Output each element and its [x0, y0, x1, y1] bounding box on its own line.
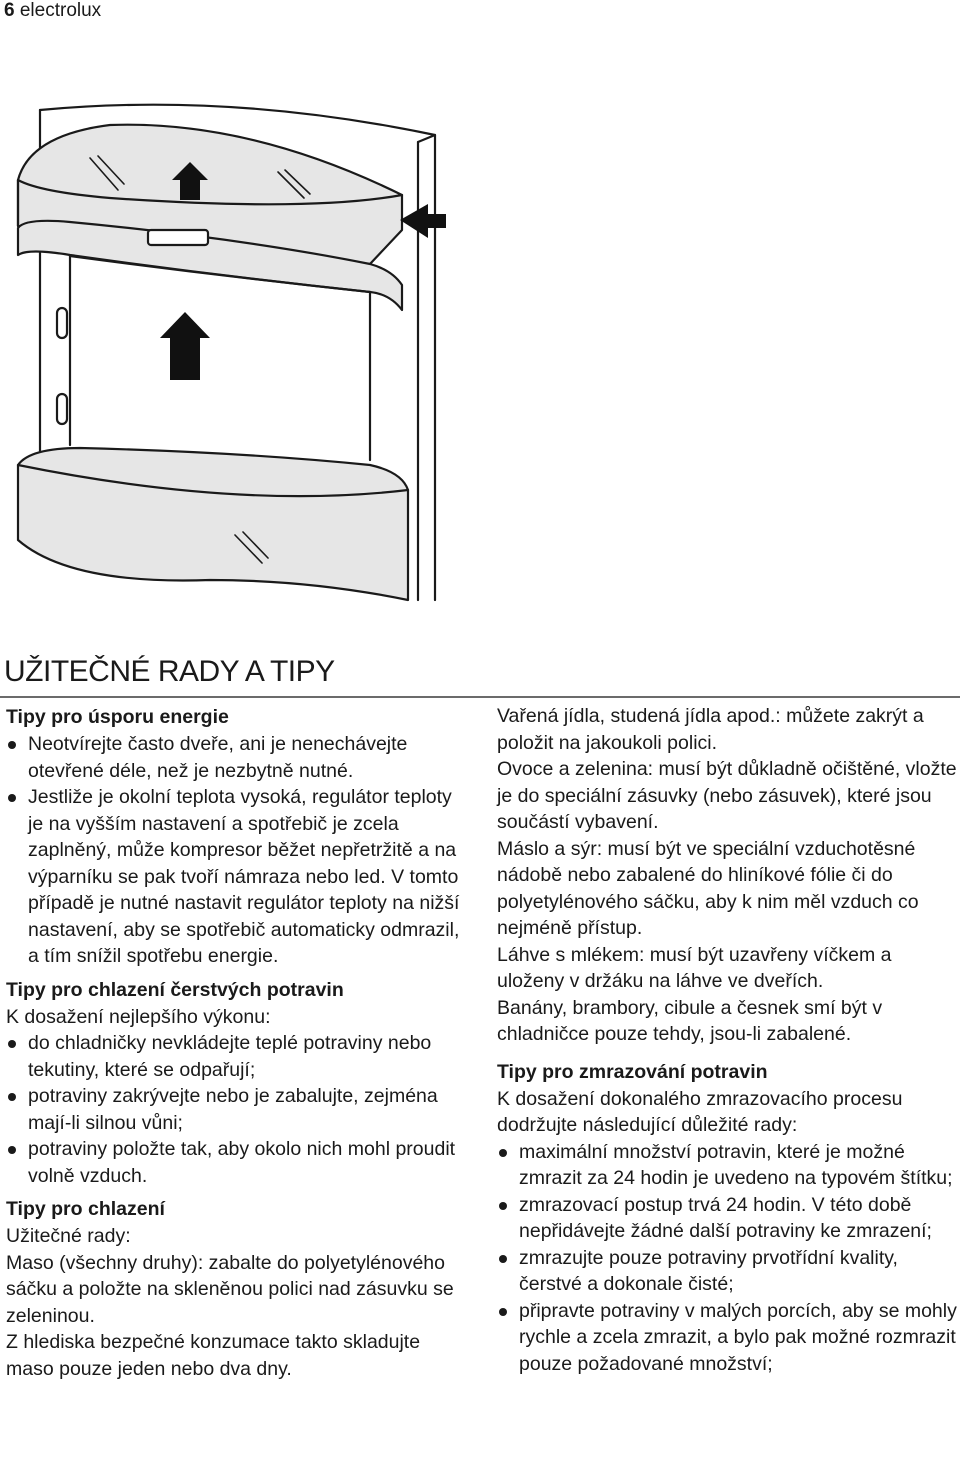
list-item: potraviny zakrývejte nebo je zabalujte, zejména mají-li silnou vůni; — [6, 1083, 466, 1136]
cooling-paragraph: Ovoce a zelenina: musí být důkladně očištěné, vložte je do speciální zásuvky (nebo zásuvek), které jsou součástí vybavení. — [497, 758, 957, 833]
section-title: UŽITEČNÉ RADY A TIPY — [4, 655, 335, 688]
list-item: Neotvírejte často dveře, ani je nenechávejte otevřené déle, než je nezbytně nutné. — [6, 731, 466, 784]
freezing-tips-list — [497, 1139, 960, 1378]
list-item: zmrazujte pouze potraviny prvotřídní kvality, čerstvé a dokonale čisté; — [497, 1245, 960, 1298]
left-column — [6, 703, 466, 1382]
cooling-paragraph: Máslo a sýr: musí být ve speciální vzduchotěsné nádobě nebo zabalené do hliníkové fólie či do polyetylénového sáčku, aby k nim měl vzduch co nejméně přístup. — [497, 837, 919, 939]
cooling-paragraph: Maso (všechny druhy): zabalte do polyetylénového sáčku a položte na skleněnou polici nad zásuvku se zeleninou. — [6, 1251, 454, 1327]
brand-name: electrolux — [19, 0, 102, 21]
list-item: maximální množství potravin, které je možné zmrazit za 24 hodin je uvedeno na typovém štítku; — [497, 1139, 960, 1192]
fresh-food-tips-heading: Tipy pro chlazení čerstvých potravin — [6, 978, 344, 1001]
cooling-paragraph: Láhve s mlékem: musí být uzavřeny víčkem a uloženy v držáku na láhve ve dveřích. — [497, 943, 892, 992]
list-item: potraviny položte tak, aby okolo nich mohl proudit volně vzduch. — [6, 1136, 466, 1189]
cooling-paragraph: Z hlediska bezpečné konzumace takto skladujte maso pouze jeden nebo dva dny. — [6, 1331, 421, 1380]
cooling-paragraph: Banány, brambory, cibule a česnek smí být v chladničce pouze tehdy, jsou-li zabalené. — [497, 996, 883, 1045]
list-item: do chladničky nevkládejte teplé potraviny nebo tekutiny, které se odpařují; — [6, 1030, 466, 1083]
freezing-intro: K dosažení dokonalého zmrazovacího procesu dodržujte následující důležité rady: — [497, 1087, 903, 1136]
cooling-paragraph: Vařená jídla, studená jídla apod.: můžete zakrýt a položit na jakoukoli polici. — [497, 705, 924, 754]
list-item: zmrazovací postup trvá 24 hodin. V této době nepřidávejte žádné další potraviny ke zmrazení; — [497, 1192, 960, 1245]
section-divider — [0, 696, 960, 698]
list-item: připravte potraviny v malých porcích, aby se mohly rychle a zcela zmrazit, a bylo pak možné rozmrazit pouze požadované množství; — [497, 1298, 960, 1378]
list-item: Jestliže je okolní teplota vysoká, regulátor teploty je na vyšším nastavení a spotřebič je zcela zaplněný, může kompresor běžet nepřetržitě a na výparníku se pak tvoří námraza nebo led. V tomto případě je nutné nastavit regulátor teploty na nižší nastavení, aby se spotřebič automaticky odmrazil, a tím snížil spotřebu energie. — [6, 784, 466, 970]
energy-tips-heading: Tipy pro úsporu energie — [6, 706, 229, 728]
page-number: 6 — [4, 0, 15, 21]
fresh-food-tips-list — [6, 1030, 466, 1189]
fresh-food-intro: K dosažení nejlepšího výkonu: — [6, 1005, 271, 1028]
right-column — [497, 703, 960, 1377]
cooling-intro: Užitečné rady: — [6, 1225, 131, 1247]
page-header — [4, 0, 101, 22]
energy-tips-list — [6, 731, 466, 970]
drawer-illustration — [10, 80, 450, 620]
freezing-tips-heading: Tipy pro zmrazování potravin — [497, 1060, 768, 1083]
cooling-tips-heading: Tipy pro chlazení — [6, 1198, 165, 1220]
